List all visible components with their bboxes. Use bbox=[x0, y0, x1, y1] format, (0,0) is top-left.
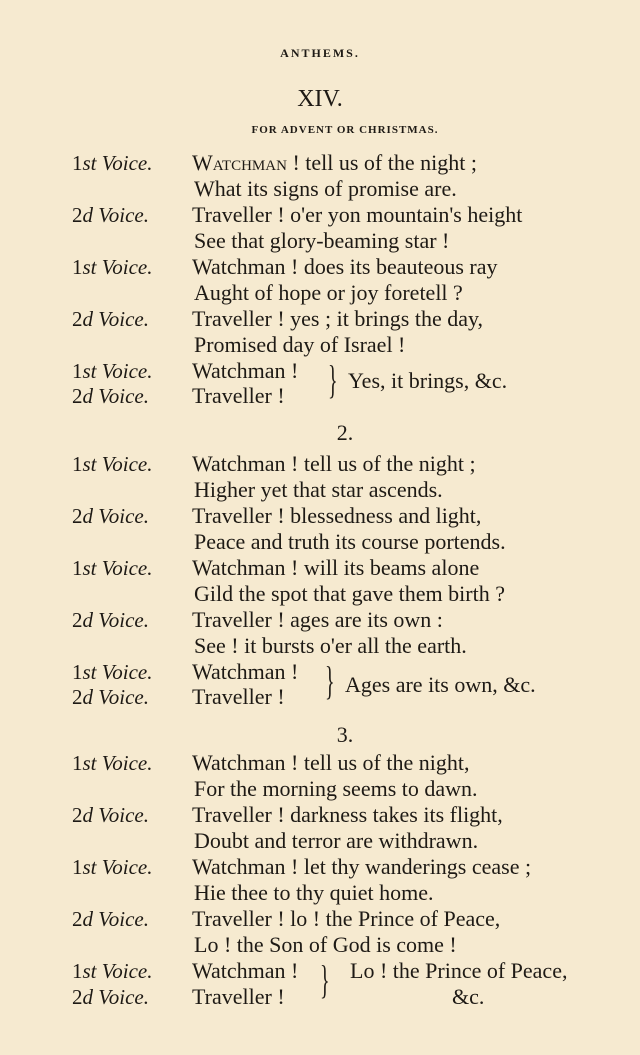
verse-line bbox=[0, 529, 640, 555]
verse-line bbox=[0, 280, 640, 306]
line-text: Lo ! the Son of God is come ! bbox=[194, 932, 457, 957]
line-text: Traveller ! bbox=[192, 684, 285, 709]
verse-line bbox=[0, 880, 640, 906]
line-text: Watchman ! bbox=[192, 358, 299, 383]
line-text: Doubt and terror are withdrawn. bbox=[194, 828, 479, 853]
line-text: Watchman ! will its beams alone bbox=[192, 555, 480, 580]
speaker-label: 1st Voice. bbox=[72, 660, 153, 684]
chorus-line bbox=[0, 383, 640, 409]
verse-line bbox=[0, 607, 640, 633]
speaker-label: 2d Voice. bbox=[72, 504, 149, 528]
refrain-text: Yes, it brings, &c. bbox=[348, 368, 508, 393]
refrain-etc: &c. bbox=[452, 984, 485, 1009]
line-text: For the morning seems to dawn. bbox=[194, 776, 478, 801]
speaker-label: 1st Voice. bbox=[72, 359, 153, 383]
line-text: Traveller ! bbox=[192, 383, 285, 408]
line-text: Traveller ! blessedness and light, bbox=[192, 503, 482, 528]
verse-line bbox=[0, 555, 640, 581]
verse-line bbox=[0, 150, 640, 176]
speaker-label: 1st Voice. bbox=[72, 556, 153, 580]
line-text: Traveller ! o'er yon mountain's height bbox=[192, 202, 523, 227]
speaker-label: 2d Voice. bbox=[72, 608, 149, 632]
verse-line bbox=[0, 228, 640, 254]
verse-line bbox=[0, 451, 640, 477]
verse-line bbox=[0, 202, 640, 228]
speaker-label: 1st Voice. bbox=[72, 751, 153, 775]
line-text: Traveller ! lo ! the Prince of Peace, bbox=[192, 906, 501, 931]
line-text: Traveller ! darkness takes its flight, bbox=[192, 802, 503, 827]
verse-line bbox=[0, 776, 640, 802]
verse-line bbox=[0, 503, 640, 529]
line-text: Watchman ! bbox=[192, 659, 299, 684]
hymn-number: XIV. bbox=[297, 86, 343, 112]
line-text: Watchman ! does its beauteous ray bbox=[192, 254, 498, 279]
speaker-label: 1st Voice. bbox=[72, 959, 153, 983]
speaker-label: 1st Voice. bbox=[72, 151, 153, 175]
brace-icon: } bbox=[325, 658, 335, 703]
line-text: See that glory-beaming star ! bbox=[194, 228, 450, 253]
chorus-line bbox=[0, 659, 640, 685]
speaker-label: 2d Voice. bbox=[72, 203, 149, 227]
verse-line bbox=[0, 854, 640, 880]
chorus-line bbox=[0, 358, 640, 384]
verse-number: 3. bbox=[336, 722, 354, 747]
speaker-label: 1st Voice. bbox=[72, 452, 153, 476]
hymn-subtitle: FOR ADVENT OR CHRISTMAS. bbox=[251, 124, 439, 136]
verse-line bbox=[0, 477, 640, 503]
line-text: Watchman ! let thy wanderings cease ; bbox=[192, 854, 532, 879]
brace-icon: } bbox=[320, 957, 330, 1002]
verse-line bbox=[0, 750, 640, 776]
speaker-label: 2d Voice. bbox=[72, 803, 149, 827]
speaker-label: 2d Voice. bbox=[72, 985, 149, 1009]
brace-icon: } bbox=[328, 357, 338, 402]
verse-line bbox=[0, 633, 640, 659]
speaker-label: 1st Voice. bbox=[72, 855, 153, 879]
speaker-label: 2d Voice. bbox=[72, 907, 149, 931]
verse-line bbox=[0, 581, 640, 607]
running-head: ANTHEMS. bbox=[280, 46, 360, 60]
line-text: Higher yet that star ascends. bbox=[194, 477, 443, 502]
line-text: Hie thee to thy quiet home. bbox=[194, 880, 434, 905]
verse-number: 2. bbox=[336, 420, 354, 445]
line-text: Watchman ! bbox=[192, 958, 299, 983]
verse-line bbox=[0, 176, 640, 202]
speaker-label: 2d Voice. bbox=[72, 384, 149, 408]
speaker-label: 2d Voice. bbox=[72, 307, 149, 331]
verse-line bbox=[0, 306, 640, 332]
verse-line bbox=[0, 906, 640, 932]
line-text: Peace and truth its course portends. bbox=[194, 529, 506, 554]
line-text: Aught of hope or joy foretell ? bbox=[194, 280, 463, 305]
verse-line bbox=[0, 332, 640, 358]
line-text: Promised day of Israel ! bbox=[194, 332, 406, 357]
line-text: Traveller ! bbox=[192, 984, 285, 1009]
verse-line bbox=[0, 828, 640, 854]
speaker-label: 2d Voice. bbox=[72, 685, 149, 709]
line-text: Watchman ! tell us of the night ; bbox=[192, 150, 477, 175]
verse-line bbox=[0, 932, 640, 958]
line-text: Traveller ! yes ; it brings the day, bbox=[192, 306, 484, 331]
line-text: Watchman ! tell us of the night, bbox=[192, 750, 470, 775]
line-text: See ! it bursts o'er all the earth. bbox=[194, 633, 467, 658]
line-text: Gild the spot that gave them birth ? bbox=[194, 581, 505, 606]
line-text: Watchman ! tell us of the night ; bbox=[192, 451, 476, 476]
line-text: Traveller ! ages are its own : bbox=[192, 607, 443, 632]
speaker-label: 1st Voice. bbox=[72, 255, 153, 279]
refrain-text: Lo ! the Prince of Peace, bbox=[350, 958, 568, 983]
chorus-line bbox=[0, 684, 640, 710]
line-text: What its signs of promise are. bbox=[194, 176, 457, 201]
refrain-text: Ages are its own, &c. bbox=[345, 672, 536, 697]
verse-line bbox=[0, 802, 640, 828]
verse-line bbox=[0, 254, 640, 280]
